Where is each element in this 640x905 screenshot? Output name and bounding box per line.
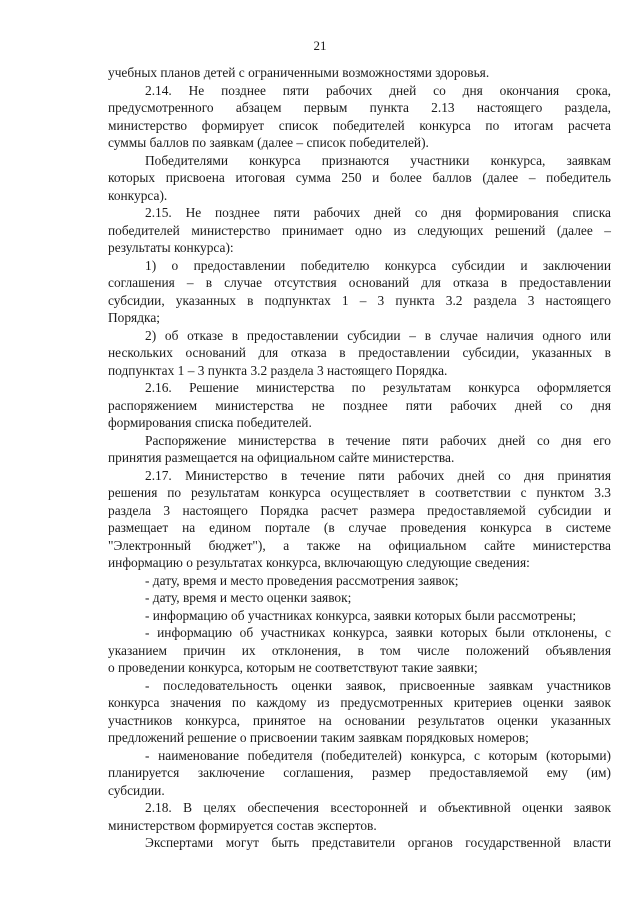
text-line: конкурса значения по каждому из предусмотренных критериев оценки заявок — [108, 695, 611, 710]
text-line: указанием причин их отклонения, в том числе положений объявления — [108, 642, 611, 658]
document-text — [108, 64, 611, 852]
text-line: Победителями конкурса признаются участники конкурса, заявкам — [145, 152, 611, 168]
text-line: учебных планов детей с ограниченными возможностями здоровья. — [108, 65, 490, 80]
text-line: 2.14. Не позднее пяти рабочих дней со дня окончания срока, — [145, 82, 611, 98]
text-line: 1) о предоставлении победителю конкурса субсидии и заключении — [145, 257, 611, 273]
text-line: министерством формируется состав экспертов. — [108, 817, 377, 833]
text-line: принятия размещается на официальном сайте министерства. — [108, 450, 455, 465]
text-line: информацию о результатах конкурса, включающую следующие сведения: — [108, 555, 530, 570]
text-line: Распоряжение министерства в течение пяти рабочих дней со дня его — [145, 432, 611, 448]
text-line: Экспертами могут быть представители органов государственной власти — [145, 835, 611, 850]
text-line: раздела 3 настоящего Порядка расчет размера предоставляемой субсидии и — [108, 502, 611, 518]
text-line: результаты конкурса): — [108, 240, 234, 255]
text-line: - информацию об участниках конкурса, заявки которых были рассмотрены; — [145, 607, 577, 623]
text-line: "Электронный бюджет"), а также на официальном сайте министерства — [108, 537, 611, 553]
text-line: планируется заключение соглашения, размер предоставляемой ему (им) — [108, 765, 611, 780]
text-line: предусмотренного абзацем первым пункта 2.13 настоящего раздела, — [108, 100, 611, 115]
text-line: субсидии. — [108, 782, 165, 798]
text-line: Порядка; — [108, 310, 160, 325]
text-line: - наименование победителя (победителей) конкурса, с которым (которыми) — [145, 747, 611, 763]
text-line: победителей министерство принимает одно из следующих решений (далее – — [108, 222, 611, 238]
text-line: соглашения – в случае отсутствия оснований для отказа в предоставлении — [108, 275, 611, 290]
text-line: 2.17. Министерство в течение пяти рабочих дней со дня принятия — [145, 467, 611, 483]
page-number: 21 — [313, 38, 327, 53]
text-line: формирования списка победителей. — [108, 415, 312, 430]
text-line: распоряжением министерства не позднее пяти рабочих дней со дня — [108, 397, 611, 413]
text-line: 2.16. Решение министерства по результатам конкурса оформляется — [145, 380, 611, 395]
text-line: конкурса). — [108, 187, 168, 203]
text-line: размещает на едином портале (в случае проведения конкурса в системе — [108, 520, 611, 535]
text-line: - дату, время и место оценки заявок; — [145, 590, 352, 605]
text-line: подпунктах 1 – 3 пункта 3.2 раздела 3 настоящего Порядка. — [108, 362, 448, 378]
text-line: - последовательность оценки заявок, присвоенные заявкам участников — [145, 677, 611, 693]
text-line: которых присвоена итоговая сумма 250 и более баллов (далее – победитель — [108, 170, 611, 185]
text-line: министерство формирует список победителей конкурса по итогам расчета — [108, 117, 611, 133]
text-line: решения по результатам конкурса осуществляет в соответствии с пунктом 3.3 — [108, 485, 611, 500]
text-line: - информацию об участниках конкурса, заявки которых были отклонены, с — [145, 625, 611, 640]
text-line: участников конкурса, принятое на основании результатов оценки указанных — [108, 712, 611, 728]
text-line: нескольких оснований для отказа в предоставлении субсидии, указанных в — [108, 345, 611, 360]
text-line: 2.18. В целях обеспечения всесторонней и объективной оценки заявок — [145, 800, 611, 815]
text-line: о проведении конкурса, которым не соответствуют такие заявки; — [108, 660, 478, 675]
text-line: субсидии, указанных в подпунктах 1 – 3 пункта 3.2 раздела 3 настоящего — [108, 292, 611, 308]
text-line: 2.15. Не позднее пяти рабочих дней со дня формирования списка — [145, 205, 611, 220]
text-line: предложений решение о присвоении таким заявкам порядковых номеров; — [108, 730, 529, 745]
text-line: суммы баллов по заявкам (далее – список победителей). — [108, 135, 429, 150]
text-line: 2) об отказе в предоставлении субсидии – в случае наличия одного или — [145, 327, 611, 343]
text-line: - дату, время и место проведения рассмотрения заявок; — [145, 572, 459, 588]
